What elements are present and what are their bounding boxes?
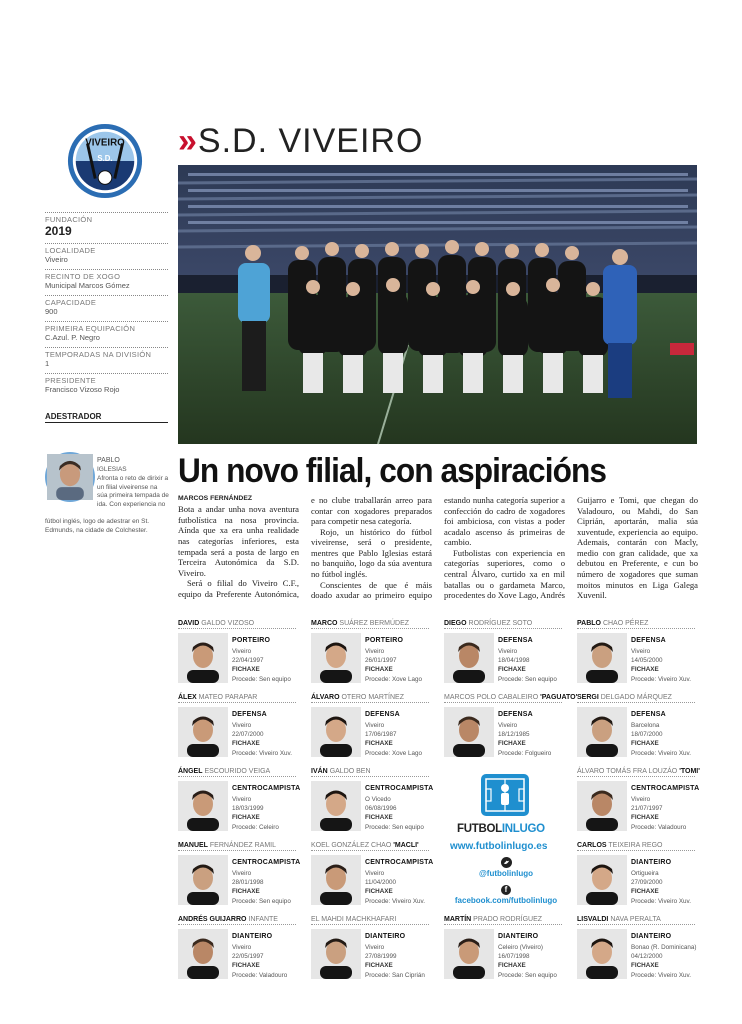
player-photo <box>311 855 361 905</box>
player-origin: Procede: Viveiro Xuv. <box>631 971 691 979</box>
info-equipacion <box>45 321 168 342</box>
coach-photo <box>45 452 95 502</box>
ad-brand-a: FUTBOL <box>457 823 502 835</box>
player-surname: KOEL GONZÁLEZ CHAO <box>311 842 392 849</box>
player-first-name: ÁNGEL <box>178 768 203 775</box>
player-details <box>232 636 296 684</box>
player-card <box>178 620 296 692</box>
futbolinlugo-ad[interactable] <box>445 773 567 913</box>
coach-heading: ADESTRADOR <box>45 412 168 423</box>
player-birthdate: 14/05/2000 <box>631 656 663 664</box>
player-origin: Procede: Viveiro Xuv. <box>631 897 691 905</box>
player-position: DEFENSA <box>498 711 533 718</box>
player-name <box>178 916 296 925</box>
player-first-name: ÁLEX <box>178 694 197 701</box>
player-fichaxe: FICHAXE <box>232 888 260 896</box>
info-presidente <box>45 373 168 394</box>
player-details <box>498 932 562 980</box>
player-position: CENTROCAMPISTA <box>232 785 301 792</box>
info-value: Francisco Vizoso Rojo <box>45 385 120 395</box>
player-fichaxe: FICHAXE <box>498 962 526 970</box>
team-photo <box>178 165 697 444</box>
player-birthplace: Viveiro <box>365 647 385 655</box>
player-birthplace: Viveiro <box>365 943 385 951</box>
player-position: DIANTEIRO <box>365 933 406 940</box>
player-nickname: 'TOMI' <box>679 768 700 775</box>
player-fichaxe: FICHAXE <box>498 740 526 748</box>
player-photo <box>577 929 627 979</box>
player-details <box>631 932 695 980</box>
player-name <box>577 768 700 777</box>
player-surname: EL MAHDI MACHKHAFARI <box>311 916 397 923</box>
player-surname: DELGADO MÁRQUEZ <box>600 694 672 701</box>
ad-twitter-handle: @futbolinlugo <box>478 869 533 878</box>
player-details <box>365 710 429 758</box>
info-label: TEMPORADAS NA DIVISIÓN <box>45 350 152 360</box>
player-photo <box>577 633 627 683</box>
player-surname: INFANTE <box>248 916 278 923</box>
info-label: LOCALIDADE <box>45 246 96 256</box>
player-birthdate: 06/08/1996 <box>365 804 397 812</box>
player-birthdate: 04/12/2000 <box>631 952 663 960</box>
player-surname: FERNÁNDEZ RAMIL <box>209 842 277 849</box>
player-details <box>631 710 695 758</box>
player-name <box>577 694 695 703</box>
coach-bio-text: Afronta o reto de dirixir a un filial viveirense na súa primeira tempada de ida. Con experiencia no <box>97 474 169 509</box>
player-details <box>365 858 434 906</box>
player-details <box>498 710 562 758</box>
player-surname: ESCOURIDO VEIGA <box>204 768 271 775</box>
player-origin: Procede: Celeiro <box>232 823 279 831</box>
player-card <box>577 694 695 766</box>
player-birthplace: Viveiro <box>232 943 252 951</box>
player-first-name: PABLO <box>577 620 601 627</box>
player-details <box>232 858 301 906</box>
player-origin: Procede: Sen equipo <box>498 675 557 683</box>
player-origin: Procede: Xove Lago <box>365 749 423 757</box>
player-card <box>311 768 434 840</box>
ad-facebook-link[interactable] <box>445 885 567 905</box>
player-birthdate: 18/07/2000 <box>631 730 663 738</box>
player-card <box>444 620 562 692</box>
player-position: DEFENSA <box>365 711 400 718</box>
player-origin: Procede: Sen equipo <box>232 675 291 683</box>
player-details <box>631 858 695 906</box>
info-label: RECINTO DE XOGO <box>45 272 121 282</box>
player-photo <box>311 633 361 683</box>
info-value: 900 <box>45 307 58 317</box>
player-position: DIANTEIRO <box>631 933 672 940</box>
player-fichaxe: FICHAXE <box>365 740 393 748</box>
player-surname: MATEO PARAPAR <box>198 694 258 701</box>
player-surname: RODRÍGUEZ SOTO <box>468 620 533 627</box>
player-photo <box>444 633 494 683</box>
player-fichaxe: FICHAXE <box>232 814 260 822</box>
player-name <box>444 620 562 629</box>
player-birthplace: O Vicedo <box>365 795 391 803</box>
player-card <box>311 620 429 692</box>
player-card <box>178 694 296 766</box>
player-fichaxe: FICHAXE <box>498 666 526 674</box>
player-surname: GALDO BEN <box>329 768 371 775</box>
player-name <box>577 842 695 851</box>
player-name <box>311 842 429 851</box>
player-card <box>178 842 301 914</box>
player-first-name: DIEGO <box>444 620 467 627</box>
player-fichaxe: FICHAXE <box>232 740 260 748</box>
player-position: PORTEIRO <box>365 637 404 644</box>
club-name: S.D. VIVEIRO <box>197 122 424 160</box>
player-birthplace: Viveiro <box>232 721 252 729</box>
player-photo <box>178 633 228 683</box>
player-name <box>444 694 578 703</box>
club-info-panel <box>45 212 168 399</box>
player-origin: Procede: Sen equipo <box>365 823 424 831</box>
player-birthplace: Viveiro <box>498 721 518 729</box>
player-birthplace: Viveiro <box>365 869 385 877</box>
player-card <box>444 694 578 766</box>
player-position: CENTROCAMPISTA <box>631 785 700 792</box>
player-card <box>577 768 700 840</box>
player-fichaxe: FICHAXE <box>365 888 393 896</box>
player-name <box>178 768 296 777</box>
facebook-icon: f <box>501 885 511 895</box>
player-position: DIANTEIRO <box>631 859 672 866</box>
player-details <box>365 636 429 684</box>
info-value: Municipal Marcos Gómez <box>45 281 130 291</box>
player-position: PORTEIRO <box>232 637 271 644</box>
info-label: PRESIDENTE <box>45 376 96 386</box>
info-value: Viveiro <box>45 255 68 265</box>
player-origin: Procede: Xove Lago <box>365 675 423 683</box>
info-value: 1 <box>45 359 50 369</box>
player-surname: TEIXEIRA REGO <box>608 842 663 849</box>
player-position: DEFENSA <box>631 711 666 718</box>
player-birthdate: 21/07/1997 <box>631 804 663 812</box>
player-details <box>232 710 296 758</box>
player-card <box>577 842 695 914</box>
player-birthdate: 22/07/2000 <box>232 730 264 738</box>
player-photo <box>311 707 361 757</box>
player-photo <box>178 929 228 979</box>
player-origin: Procede: Folgueiro <box>498 749 552 757</box>
player-birthdate: 11/04/2000 <box>365 878 397 886</box>
player-first-name: MANUEL <box>178 842 208 849</box>
article-paragraph: Será o filial do Viveiro C.F., equipo da Preferente Autonómica, e no clube traballarán arreo para contar con xogadores preparados para competir nesa categoría. <box>178 495 432 599</box>
player-photo <box>178 781 228 831</box>
article-body <box>178 495 698 605</box>
player-first-name: IVÁN <box>311 768 328 775</box>
player-birthdate: 27/08/1999 <box>365 952 397 960</box>
coach-bio <box>97 466 169 510</box>
player-birthdate: 17/06/1987 <box>365 730 397 738</box>
player-name <box>577 916 695 925</box>
info-localidade <box>45 243 168 264</box>
player-birthplace: Viveiro <box>631 795 651 803</box>
player-surname: GALDO VIZOSO <box>201 620 255 627</box>
player-photo <box>444 929 494 979</box>
player-birthdate: 27/09/2000 <box>631 878 663 886</box>
article-byline: MARCOS FERNÁNDEZ <box>178 495 253 502</box>
player-position: CENTROCAMPISTA <box>365 859 434 866</box>
player-card <box>577 916 695 988</box>
article-paragraph: Bota a andar unha nova aventura futbolística na nosa provincia. Aínda que xa era unha realidade nas categorías inferiores, esta tempada será a posta de largo en Terceira Autonómica da S.D. Viveiro. <box>178 504 299 578</box>
twitter-icon <box>501 857 512 868</box>
player-origin: Procede: Sen equipo <box>498 971 557 979</box>
player-origin: Procede: San Ciprián <box>365 971 425 979</box>
player-photo <box>178 707 228 757</box>
player-details <box>631 784 700 832</box>
info-label: PRIMEIRA EQUIPACIÓN <box>45 324 136 334</box>
player-birthdate: 18/03/1999 <box>232 804 264 812</box>
player-surname: SUÁREZ BERMÚDEZ <box>339 620 410 627</box>
article-headline: Un novo filial, con aspiracións <box>178 452 607 490</box>
player-birthplace: Viveiro <box>498 647 518 655</box>
player-card <box>311 916 429 988</box>
player-fichaxe: FICHAXE <box>365 962 393 970</box>
player-position: CENTROCAMPISTA <box>365 785 434 792</box>
player-first-name: SERGI <box>577 694 599 701</box>
article-paragraph: Conscientes de que é máis doado axudar ao primeiro equipo estando nunha categoría superior a confección do cadro de xogadores foi ambiciosa, con vistas a poder acadalo ascenso ás primeiras de cambio. <box>311 495 565 601</box>
player-origin: Procede: Viveiro Xuv. <box>631 675 691 683</box>
ad-website-link[interactable]: www.futbolinlugo.es <box>450 841 548 852</box>
player-position: DEFENSA <box>232 711 267 718</box>
player-surname: NAVA PERALTA <box>610 916 661 923</box>
player-origin: Procede: Viveiro Xuv. <box>232 749 292 757</box>
player-position: DEFENSA <box>498 637 533 644</box>
player-origin: Procede: Viveiro Xuv. <box>365 897 425 905</box>
player-name <box>444 916 562 925</box>
player-fichaxe: FICHAXE <box>631 666 659 674</box>
player-surname: PRADO RODRÍGUEZ <box>473 916 543 923</box>
player-card <box>178 768 301 840</box>
info-recinto <box>45 269 168 290</box>
player-first-name: MARCO <box>311 620 338 627</box>
player-photo <box>577 707 627 757</box>
player-surname: MARCOS POLO CABALEIRO <box>444 694 539 701</box>
football-pitch-icon <box>480 773 530 817</box>
coach-name <box>97 457 120 466</box>
info-capacidade <box>45 295 168 316</box>
player-birthdate: 18/12/1985 <box>498 730 530 738</box>
player-birthplace: Viveiro <box>232 869 252 877</box>
player-name <box>311 620 429 629</box>
article-paragraph: Rojo, un histórico do fútbol viveirense, será o presidente, mentres que Pablo Iglesias estará no banquiño, logo da súa aventura no fútbol inglés. <box>311 526 432 579</box>
player-surname: CHAO PÉREZ <box>602 620 649 627</box>
player-photo <box>577 781 627 831</box>
player-card <box>444 916 562 988</box>
coach-bio-continued: fútbol inglés, logo de adestrar en St. Edmunds, na cidade de Colchester. <box>45 518 150 534</box>
player-photo <box>444 707 494 757</box>
ad-twitter-link[interactable] <box>445 857 567 878</box>
player-birthplace: Barcelona <box>631 721 660 729</box>
svg-text:VIVEIRO: VIVEIRO <box>85 137 125 149</box>
player-card <box>311 842 434 914</box>
ad-brand-b: INLUGO <box>501 823 545 835</box>
player-fichaxe: FICHAXE <box>365 814 393 822</box>
player-origin: Procede: Valadouro <box>232 971 288 979</box>
player-birthplace: Viveiro <box>232 795 252 803</box>
player-position: DIANTEIRO <box>498 933 539 940</box>
player-photo <box>577 855 627 905</box>
player-birthdate: 26/01/1997 <box>365 656 397 664</box>
article-paragraph: Futbolistas con experiencia en categorías superiores, como o central Álvaro, curtido xa en mil batallas ou o gardameta Marco, procedentes do Xove Lago, Andrés Guijarro e Tomi, que chegan do Valadouro, ou Mahdi, do San Ciprián, aportarán, malia súa xuventude, experiencia ao equipo. Ademais, contarán con Macly, medio con gran calidade, que xa debutou en Preferente, e cun bo número de xogadores que suman moitos minutos en Liga Galega Xuvenil. <box>444 495 698 601</box>
svg-text:S.D.: S.D. <box>97 154 113 163</box>
club-crest <box>66 122 144 200</box>
coach-last-name: IGLESIAS <box>97 466 127 473</box>
player-birthplace: Viveiro <box>365 721 385 729</box>
info-temporadas <box>45 347 168 368</box>
player-birthdate: 16/07/1998 <box>498 952 530 960</box>
player-name <box>178 842 296 851</box>
player-photo <box>311 929 361 979</box>
info-value: 2019 <box>45 224 72 238</box>
player-details <box>232 932 296 980</box>
player-position: DEFENSA <box>631 637 666 644</box>
player-first-name: ÁLVARO <box>311 694 340 701</box>
player-surname: ÁLVARO TOMÁS FRA LOUZÁO <box>577 768 678 775</box>
ad-facebook-url: facebook.com/futbolinlugo <box>454 896 558 905</box>
player-position: CENTROCAMPISTA <box>232 859 301 866</box>
player-fichaxe: FICHAXE <box>365 666 393 674</box>
player-fichaxe: FICHAXE <box>232 962 260 970</box>
ad-brand <box>457 823 545 835</box>
player-card <box>311 694 429 766</box>
player-birthplace: Bonao (R. Dominicana) <box>631 943 697 951</box>
player-surname: OTERO MARTÍNEZ <box>341 694 404 701</box>
player-name <box>577 620 695 629</box>
coach-first-name: PABLO <box>97 457 120 464</box>
player-details <box>631 636 695 684</box>
player-birthplace: Celeiro (Viveiro) <box>498 943 544 951</box>
player-nickname: 'MACLI' <box>393 842 419 849</box>
player-details <box>232 784 301 832</box>
player-first-name: ANDRÉS GUIJARRO <box>178 916 247 923</box>
player-card <box>577 620 695 692</box>
player-birthdate: 22/04/1997 <box>232 656 264 664</box>
player-first-name: CARLOS <box>577 842 607 849</box>
player-card <box>178 916 296 988</box>
player-fichaxe: FICHAXE <box>631 888 659 896</box>
player-name <box>311 916 429 925</box>
player-fichaxe: FICHAXE <box>631 962 659 970</box>
player-birthdate: 18/04/1998 <box>498 656 530 664</box>
player-name <box>178 620 296 629</box>
player-birthplace: Viveiro <box>232 647 252 655</box>
player-first-name: LISVALDI <box>577 916 609 923</box>
page-title <box>178 122 423 161</box>
info-label: CAPACIDADE <box>45 298 97 308</box>
player-position: DIANTEIRO <box>232 933 273 940</box>
title-arrows: » <box>178 122 194 160</box>
player-name <box>178 694 296 703</box>
player-details <box>498 636 562 684</box>
player-first-name: MARTÍN <box>444 916 472 923</box>
player-photo <box>178 855 228 905</box>
player-first-name: DAVID <box>178 620 200 627</box>
player-fichaxe: FICHAXE <box>631 740 659 748</box>
player-origin: Procede: Viveiro Xuv. <box>631 749 691 757</box>
player-fichaxe: FICHAXE <box>631 814 659 822</box>
info-label: FUNDACIÓN <box>45 215 93 224</box>
player-details <box>365 784 434 832</box>
player-name <box>311 694 429 703</box>
player-details <box>365 932 429 980</box>
player-origin: Procede: Sen equipo <box>232 897 291 905</box>
player-birthplace: Ortigueira <box>631 869 659 877</box>
player-photo <box>311 781 361 831</box>
player-nickname: 'PAGUATO' <box>540 694 578 701</box>
player-birthdate: 28/01/1998 <box>232 878 264 886</box>
player-name <box>311 768 429 777</box>
player-fichaxe: FICHAXE <box>232 666 260 674</box>
info-value: C.Azul. P. Negro <box>45 333 100 343</box>
player-birthplace: Viveiro <box>631 647 651 655</box>
player-birthdate: 22/05/1997 <box>232 952 264 960</box>
player-origin: Procede: Valadouro <box>631 823 687 831</box>
info-fundacion <box>45 212 168 238</box>
coach-box <box>45 412 169 534</box>
